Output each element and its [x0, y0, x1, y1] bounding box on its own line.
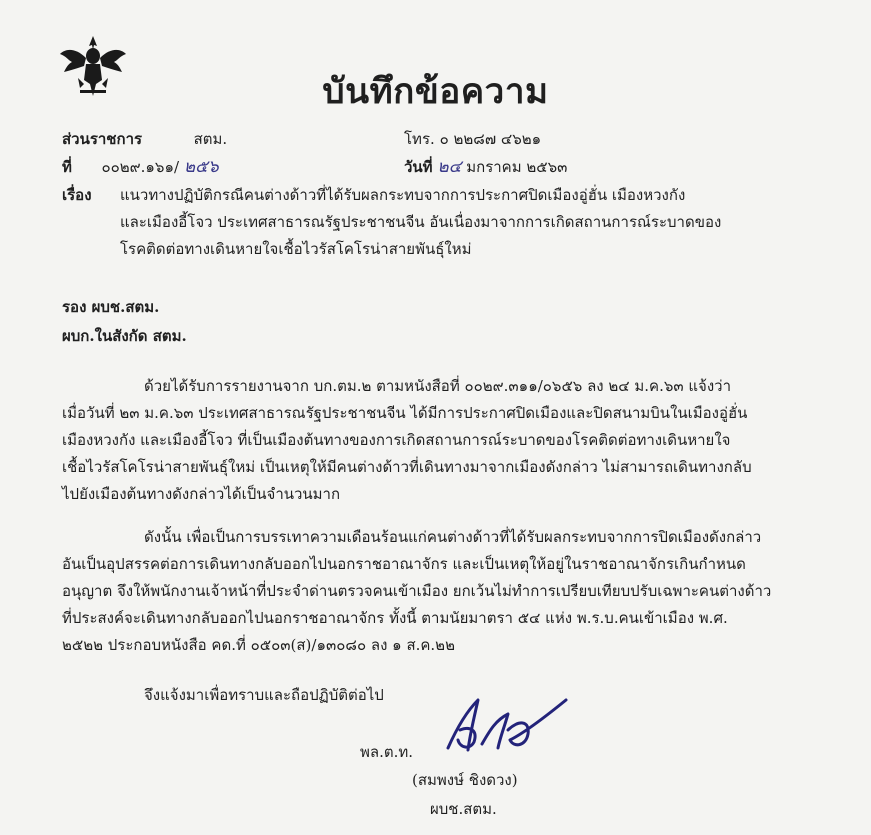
number-value: ๐๐๒๙.๑๖๑/	[101, 158, 180, 176]
para2-line: อันเป็นอุปสรรคต่อการเดินทางกลับออกไปนอกราชอาณาจักร และเป็นเหตุให้อยู่ในราชอาณาจักรเกินกำหนด	[62, 555, 746, 573]
paragraph-2	[62, 524, 817, 659]
subject-line-1: แนวทางปฏิบัติกรณีคนต่างด้าวที่ได้รับผลกระทบจากการประกาศปิดเมืองอู่ฮั่น เมืองหวงกัง	[120, 186, 686, 204]
para2-line: อนุญาต จึงให้พนักงานเจ้าหน้าที่ประจำด่านตรวจคนเข้าเมือง ยกเว้นไม่ทำการเปรียบเทียบปรับเฉพาะคนต่างด้าว	[62, 582, 772, 600]
recipient-2: ผบก.ในสังกัด สตม.	[62, 327, 187, 345]
subject-line-2: และเมืองอี้โจว ประเทศสาธารณรัฐประชาชนจีน อันเนื่องมาจากการเกิดสถานการณ์ระบาดของ	[120, 213, 722, 231]
subject-label: เรื่อง	[62, 186, 92, 204]
para2-line: ที่ประสงค์จะเดินทางกลับออกไปนอกราชอาณาจักร ทั้งนี้ ตามนัยมาตรา ๕๔ แห่ง พ.ร.บ.คนเข้าเมือง พ.ศ.	[62, 609, 728, 627]
date-value: มกราคม ๒๕๖๓	[466, 158, 568, 176]
date-handwritten: ๒๔	[437, 157, 462, 177]
phone-row	[404, 127, 541, 151]
number-handwritten: ๒๕๖	[183, 157, 219, 177]
number-label: ที่	[62, 158, 72, 176]
signer-rank: พล.ต.ท.	[360, 743, 414, 761]
number-row	[62, 153, 219, 180]
para1-line: เมืองหวงกัง และเมืองอี้โจว ที่เป็นเมืองต้นทางของการเกิดสถานการณ์ระบาดของโรคติดต่อทางเดินหายใจ	[62, 431, 731, 449]
agency-row	[62, 127, 227, 151]
paragraph-1	[62, 373, 817, 508]
agency-label: ส่วนราชการ	[62, 130, 143, 148]
para2-line: ๒๕๒๒ ประกอบหนังสือ คด.ที่ ๐๕๐๓(ส)/๑๓๐๘๐ ลง ๑ ส.ค.๒๒	[62, 636, 455, 654]
subject-line-3: โรคติดต่อทางเดินหายใจเชื้อไวรัสโคโรน่าสายพันธุ์ใหม่	[120, 240, 472, 258]
date-label: วันที่	[404, 158, 433, 176]
date-row	[404, 153, 567, 180]
para2-line: ดังนั้น เพื่อเป็นการบรรเทาความเดือนร้อนแก่คนต่างด้าวที่ได้รับผลกระทบจากการปิดเมืองดังกล่าว	[144, 528, 762, 546]
agency-value: สตม.	[193, 130, 228, 148]
phone-label: โทร.	[404, 130, 435, 148]
signer-name: (สมพงษ์ ชิงดวง)	[412, 771, 518, 789]
memo-title: บันทึกข้อความ	[322, 71, 549, 112]
para1-line: เชื้อไวรัสโคโรน่าสายพันธุ์ใหม่ เป็นเหตุให้มีคนต่างด้าวที่เดินทางมาจากเมืองดังกล่าว ไม่สามารถเดินทางกลับ	[62, 458, 752, 476]
signer-title: ผบช.สตม.	[430, 800, 497, 818]
phone-value: ๐ ๒๒๘๗ ๔๖๒๑	[439, 130, 542, 148]
para1-line: ด้วยได้รับการรายงานจาก บก.ตม.๒ ตามหนังสือที่ ๐๐๒๙.๓๑๑/๐๖๕๖ ลง ๒๔ ม.ค.๖๓ แจ้งว่า	[144, 377, 732, 395]
closing-text: จึงแจ้งมาเพื่อทราบและถือปฏิบัติต่อไป	[144, 686, 384, 704]
signature-icon	[438, 690, 583, 760]
para1-line: เมื่อวันที่ ๒๓ ม.ค.๖๓ ประเทศสาธารณรัฐประชาชนจีน ได้มีการประกาศปิดเมืองและปิดสนามบินในเมืองอู่ฮั่น	[62, 404, 748, 422]
recipient-1: รอง ผบช.สตม.	[62, 298, 160, 316]
para1-line: ไปยังเมืองต้นทางดังกล่าวได้เป็นจำนวนมาก	[62, 485, 341, 503]
